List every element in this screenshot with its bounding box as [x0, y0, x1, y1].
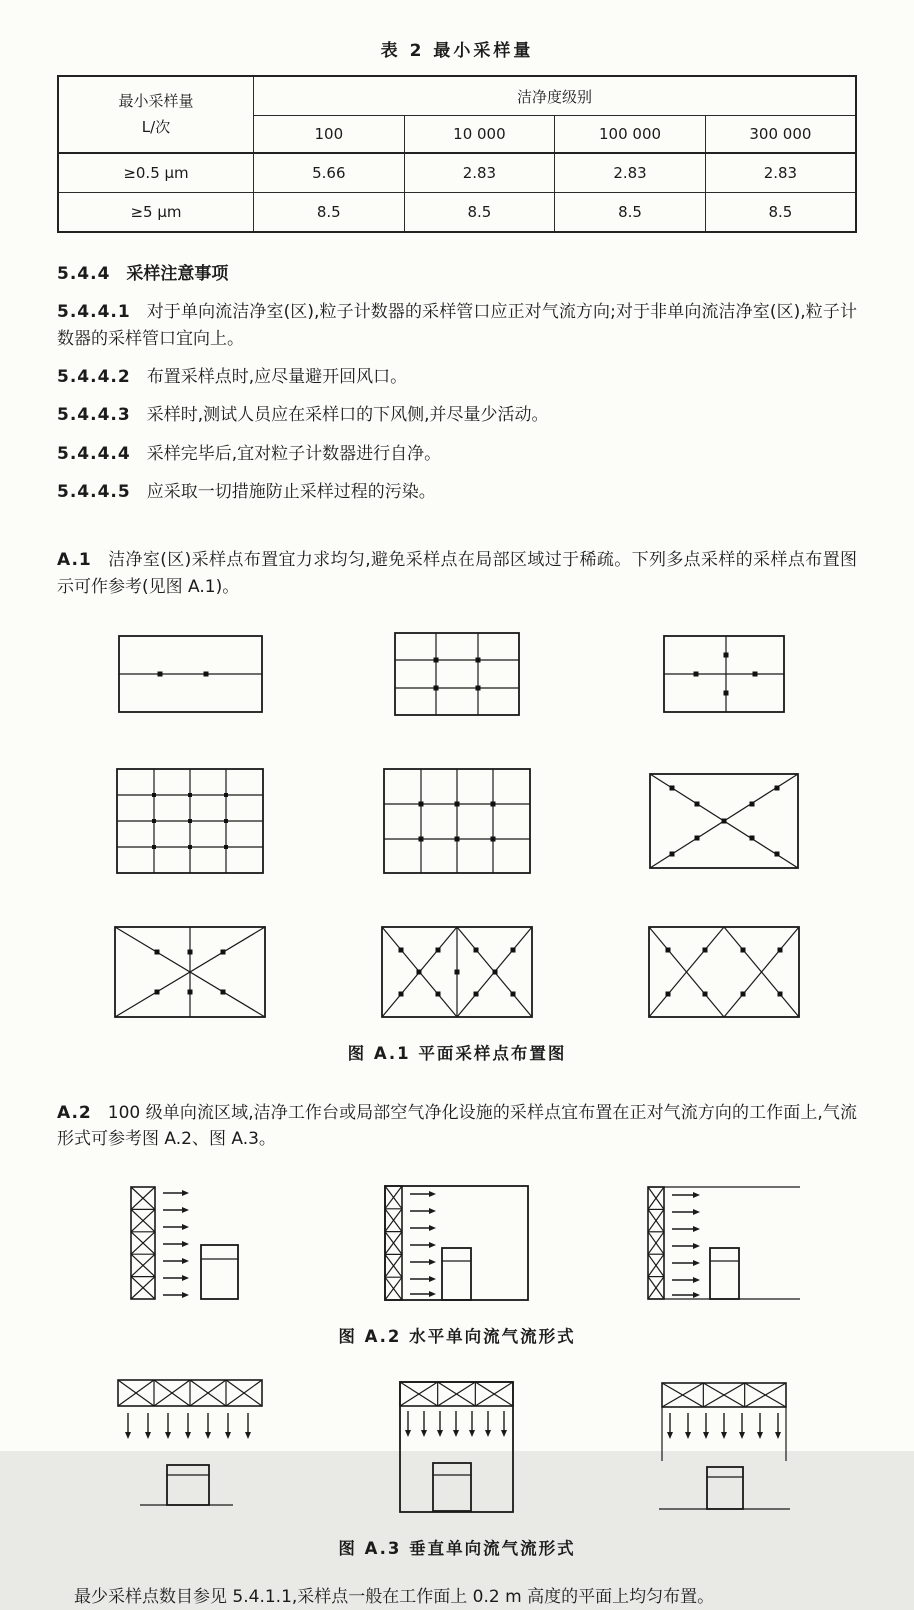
- figure-a2-diagram-3: [646, 1185, 801, 1301]
- table-cell: 8.5: [705, 193, 856, 233]
- table-row-label: ≥5 μm: [58, 193, 254, 233]
- clause-number: 5.4.4.2: [57, 367, 131, 388]
- section-5-4-4: [57, 255, 857, 511]
- figure-a3-diagram-3: [654, 1381, 794, 1513]
- figure-a3-diagram-1: [115, 1377, 265, 1513]
- clause-5-4-4-4: [57, 435, 857, 473]
- figure-a3-diagram-2: [399, 1381, 514, 1513]
- clause-number: 5.4.4.5: [57, 482, 131, 503]
- table-header-left-line1: 最小采样量: [118, 92, 194, 110]
- table-cell: 8.5: [254, 193, 405, 233]
- clause-5-4-4-3: [57, 396, 857, 434]
- table-cell: 8.5: [404, 193, 555, 233]
- figure-a1-diagram-9: [648, 926, 800, 1018]
- clause-text: 采样完毕后,宜对粒子计数器进行自净。: [146, 443, 442, 464]
- clause-number: 5.4.4.3: [57, 405, 131, 426]
- table-cell: 5.66: [254, 153, 405, 193]
- figure-a1-diagram-2: [394, 632, 520, 716]
- figure-a1-diagram-3: [663, 635, 785, 713]
- clause-text: 采样时,测试人员应在采样口的下风侧,并尽量少活动。: [146, 405, 549, 426]
- figure-a2-diagram-grid: [57, 1185, 857, 1301]
- annex-a2: [57, 1094, 857, 1159]
- clause-number: 5.4.4: [57, 264, 111, 284]
- clause-a-1: [57, 541, 857, 606]
- clause-5-4-4-2: [57, 358, 857, 396]
- figure-a3-diagram-grid: [57, 1377, 857, 1513]
- figure-a1-diagram-5: [383, 768, 531, 874]
- annex-a1: [57, 541, 857, 606]
- clause-number: 5.4.4.1: [57, 302, 131, 323]
- table-cell: 8.5: [555, 193, 706, 233]
- figure-a1-diagram-1: [118, 635, 263, 713]
- clause-number: 5.4.4.4: [57, 443, 131, 464]
- table-class-col-300000: 300 000: [705, 116, 856, 154]
- figure-a2-caption: 图 A.2 水平单向流气流形式: [338, 1326, 576, 1346]
- table-row-5um: [58, 193, 856, 233]
- min-sampling-volume-table: [57, 75, 857, 233]
- figure-a1-diagram-7: [114, 926, 266, 1018]
- clause-text: 洁净室(区)采样点布置宜力求均匀,避免采样点在局部区域过于稀疏。下列多点采样的采样点布置图示可作参考(见图 A.1)。: [57, 550, 857, 597]
- table-class-col-100000: 100 000: [555, 116, 706, 154]
- figure-a3-caption: 图 A.3 垂直单向流气流形式: [338, 1538, 576, 1558]
- table-class-col-10000: 10 000: [404, 116, 555, 154]
- clause-a-2: [57, 1094, 857, 1159]
- table-2-title: 表 2 最小采样量: [380, 41, 534, 61]
- table-cell: 2.83: [555, 153, 706, 193]
- clause-5-4-4-heading: [57, 255, 857, 293]
- clause-text: 布置采样点时,应尽量避开回风口。: [146, 367, 408, 388]
- table-row-05um: [58, 153, 856, 193]
- table-cell: 2.83: [404, 153, 555, 193]
- clause-title: 采样注意事项: [126, 264, 229, 284]
- figure-a1-diagram-8: [381, 926, 533, 1018]
- table-row-label: ≥0.5 μm: [58, 153, 254, 193]
- table-group-header: 洁净度级别: [254, 76, 857, 116]
- clause-text: 应采取一切措施防止采样过程的污染。: [146, 482, 436, 503]
- clause-5-4-4-1: [57, 293, 857, 358]
- table-cell: 2.83: [705, 153, 856, 193]
- table-class-col-100: 100: [254, 116, 405, 154]
- clause-5-4-4-5: [57, 473, 857, 511]
- clause-text: 100 级单向流区域,洁净工作台或局部空气净化设施的采样点宜布置在正对气流方向的工作面上,气流形式可参考图 A.2、图 A.3。: [57, 1103, 857, 1150]
- figure-a1-diagram-6: [649, 773, 799, 869]
- clause-number: A.1: [57, 550, 92, 571]
- figure-a2-diagram-1: [123, 1185, 258, 1301]
- figure-a1-diagram-grid: [57, 632, 857, 1018]
- figure-a1-caption: 图 A.1 平面采样点布置图: [347, 1044, 567, 1064]
- table-header-left: [58, 76, 254, 153]
- figure-a2-diagram-2: [384, 1185, 529, 1301]
- closing-paragraph: 最少采样点数目参见 5.4.1.1,采样点一般在工作面上 0.2 m 高度的平面上均匀布置。: [74, 1586, 715, 1607]
- figure-a1-diagram-4: [116, 768, 264, 874]
- table-header-left-line2: L/次: [141, 117, 171, 136]
- clause-text: 对于单向流洁净室(区),粒子计数器的采样管口应正对气流方向;对于非单向流洁净室(区),粒子计数器的采样管口宜向上。: [57, 302, 857, 349]
- clause-number: A.2: [57, 1103, 92, 1124]
